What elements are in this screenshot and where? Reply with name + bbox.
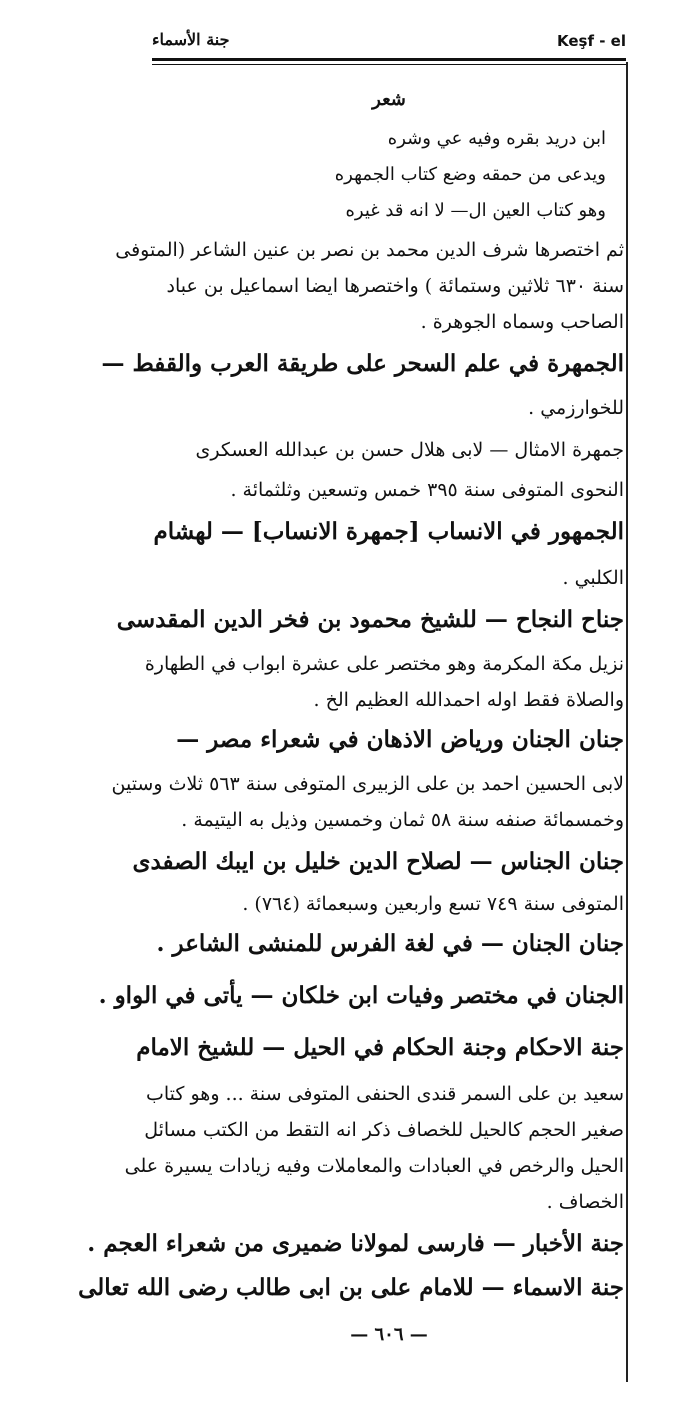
text-line: الصاحب وسماه الجوهرة . — [420, 311, 624, 333]
poem-line: ويدعى من حمقه وضع كتاب الجمهره — [334, 164, 606, 185]
text-line: المتوفى سنة ٧٤٩ تسع واربعين وسبعمائة (٧٦٤) . — [242, 893, 624, 915]
entry-heading: جنة الأخبار — فارسى لمولانا ضميرى من شعراء العجم . — [87, 1230, 624, 1257]
text-line: صغير الحجم كالحيل للخصاف ذكر انه التقط من الكتب مسائل — [144, 1119, 624, 1141]
running-header — [152, 30, 626, 56]
text-line: وخمسمائة صنفه سنة ٥٨ ثمان وخمسين وذيل به اليتيمة . — [181, 809, 624, 831]
entry-heading: جناح النجاح — للشيخ محمود بن فخر الدين المقدسى — [116, 606, 624, 633]
text-line: سعيد بن على السمر قندى الحنفى المتوفى سنة ... وهو كتاب — [145, 1083, 624, 1105]
text-line: لابى الحسين احمد بن على الزبيرى المتوفى سنة ٥٦٣ ثلاث وستين — [111, 773, 624, 795]
page-number: — ٦٠٦ — — [350, 1324, 428, 1345]
margin-rule — [626, 62, 628, 1382]
text-line: الخصاف . — [546, 1191, 624, 1213]
text-line: ثم اختصرها شرف الدين محمد بن نصر بن عنين الشاعر (المتوفى — [115, 239, 624, 261]
text-line: النحوى المتوفى سنة ٣٩٥ خمس وتسعين وثلثمائة . — [230, 479, 624, 501]
poem-title: شعر — [372, 89, 406, 110]
text-line: للخوارزمي . — [528, 397, 624, 419]
text-line: سنة ٦٣٠ ثلاثين وستمائة ) واختصرها ايضا اسماعيل بن عباد — [166, 275, 624, 297]
header-rule-thin — [152, 64, 626, 65]
text-line: والصلاة فقط اوله احمدالله العظيم الخ . — [313, 689, 624, 711]
header-rule-thick — [152, 58, 626, 61]
entry-heading: جنة الاسماء — للامام على بن ابى طالب رضى الله تعالى — [78, 1274, 624, 1301]
header-latin-title: Keşf - el — [557, 32, 626, 50]
entry-heading: جنان الجنان ورياض الاذهان في شعراء مصر — — [176, 726, 624, 753]
poem-line: وهو كتاب العين ال— لا انه قد غيره — [345, 200, 606, 221]
entry-heading: الجمهرة في علم السحر على طريقة العرب والقفط — — [101, 350, 624, 377]
text-line: الحيل والرخص في العبادات والمعاملات وفيه زيادات يسيرة على — [124, 1155, 624, 1177]
entry-heading: الجنان في مختصر وفيات ابن خلكان — يأتى في الواو . — [98, 982, 624, 1009]
entry-heading: جنة الاحكام وجنة الحكام في الحيل — للشيخ الامام — [136, 1034, 624, 1061]
text-line: جمهرة الامثال — لابى هلال حسن بن عبدالله العسكرى — [195, 439, 624, 461]
header-arabic-title: جنة الأسماء — [152, 30, 230, 49]
text-line: الكلبي . — [562, 567, 624, 589]
entry-heading: جنان الجناس — لصلاح الدين خليل بن ايبك الصفدى — [132, 848, 624, 875]
text-line: نزيل مكة المكرمة وهو مختصر على عشرة ابواب في الطهارة — [144, 653, 624, 675]
poem-line: ابن دريد بقره وفيه عي وشره — [387, 128, 606, 149]
entry-heading: جنان الجنان — في لغة الفرس للمنشى الشاعر . — [156, 930, 624, 957]
entry-heading: الجمهور في الانساب [جمهرة الانساب] — لهشام — [153, 518, 624, 545]
